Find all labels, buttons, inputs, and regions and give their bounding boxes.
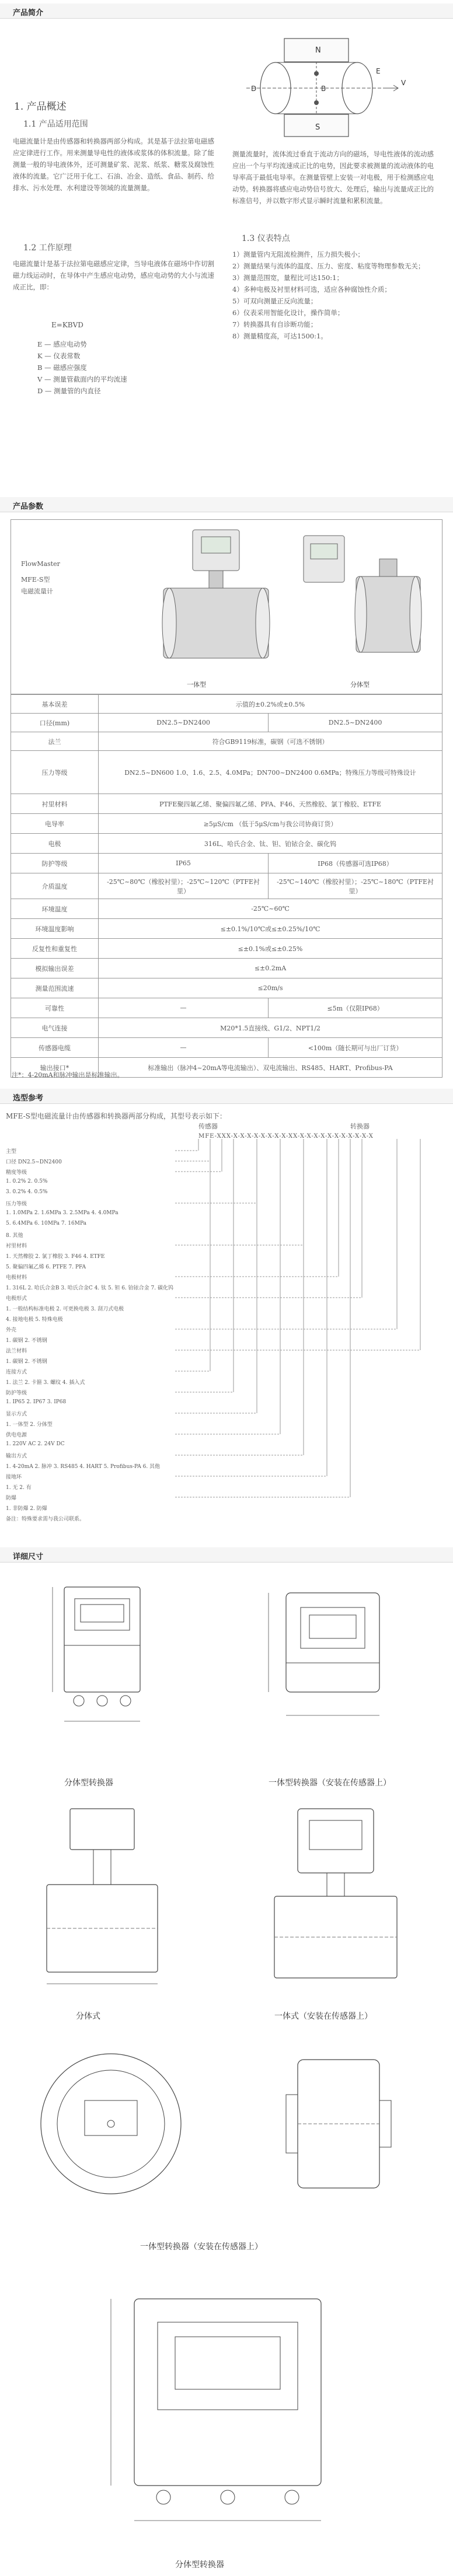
section-header-params: [0, 497, 453, 512]
selection-line: 接地环: [6, 1474, 22, 1480]
brand-name: FlowMaster: [21, 560, 60, 568]
table-row: 电导率 ≥5μS/cm （低于5μS/cm与我公司协商订货）: [11, 814, 442, 834]
integrated-round-front-drawing: [23, 2036, 198, 2229]
selection-line: 备注：特殊要求需与我公司联系。: [6, 1516, 85, 1522]
separate-sensor-drawing: [23, 1797, 198, 2007]
label-e: E: [376, 67, 381, 75]
table-row: 传感器电缆 — <100m（随长期可与出厂订货）: [11, 1038, 442, 1058]
selection-line: 1. 0.2% 2. 0.5%: [6, 1179, 48, 1184]
table-row: 环境温度影响 ≤±0.1%/10℃或≤±0.25%/10℃: [11, 919, 442, 939]
selection-line: 防护等级: [6, 1390, 27, 1396]
feature-item: 1）测量管内无阻流检测件，压力损失极小；: [232, 250, 364, 258]
selection-line: 1. 碳钢 2. 不锈钢: [6, 1359, 47, 1365]
feature-item: 3）测量范围宽，量程比可达150:1；: [232, 274, 343, 282]
table-row: 环境温度 -25℃~60℃: [11, 899, 442, 919]
selection-line: 1. 非防爆 2. 防爆: [6, 1506, 47, 1512]
variable-item: B — 磁感应强度: [37, 363, 87, 372]
selection-line: 供电电源: [6, 1432, 27, 1438]
subsection-title: 1.2 工作原理: [23, 243, 72, 253]
label-d: D: [251, 85, 257, 93]
feature-item: 8）测量精度高，可达1500:1。: [232, 332, 327, 340]
feature-item: 5）可双向测量正反向流量；: [232, 297, 318, 305]
selection-line: 压力等级: [6, 1201, 27, 1207]
table-row: 防护等级 IP65 IP68（传感器可选IP68）: [11, 854, 442, 873]
selection-line: 1. 4-20mA 2. 脉冲 3. RS485 4. HART 5. Profibus-PA 6. 其他: [6, 1464, 161, 1470]
subsection-title: 1.3 仪表特点: [242, 234, 290, 243]
table-row: 反复性和重复性 ≤±0.1%或≤±0.25%: [11, 939, 442, 959]
table-row: 口径(mm) DN2.5~DN2400 DN2.5~DN2400: [11, 714, 442, 732]
table-row: 输出接口* 标准输出（脉冲4~20mA等电流输出）、双电流输出、RS485、HART、Profibus-PA: [11, 1058, 442, 1078]
product-name: 电磁流量计: [21, 588, 53, 595]
overview-title: 1. 产品概述: [14, 101, 67, 113]
selection-line: 1. 316L 2. 哈氏合金B 3. 哈氏合金C 4. 钛 5. 钽 6. 铂铱合金 7. 碳化钨: [6, 1285, 173, 1291]
selection-line: 3. 0.2% 4. 0.5%: [6, 1189, 48, 1195]
feature-item: 7）转换器具有自诊断功能；: [232, 320, 318, 328]
selection-line: 1. 一体型 2. 分体型: [6, 1422, 53, 1428]
label-n: N: [315, 46, 321, 55]
integrated-round-side-drawing: [251, 2036, 426, 2229]
separate-meter-image: [292, 524, 426, 670]
selection-line: 主型: [6, 1149, 17, 1155]
selection-line: 1. IP65 2. IP67 3. IP68: [6, 1399, 67, 1405]
selection-line: 电极材料: [6, 1275, 27, 1281]
table-note: 注*：4-20mA和脉冲输出是标准输出。: [12, 1071, 124, 1079]
table-row: 法兰 符合GB9119标准，碳钢（可选不锈钢）: [11, 732, 442, 751]
table-row: 压力等级 DN2.5~DN600 1.0、1.6、2.5、4.0MPa；DN700~DN2400 0.6MPa；特殊压力等级可特殊设计: [11, 751, 442, 794]
selection-line: 4. 接地电极 5. 特殊电极: [6, 1317, 63, 1323]
converter-label: 转换器: [350, 1123, 370, 1130]
column-integrated: 一体型: [187, 681, 206, 688]
label-s: S: [315, 123, 320, 132]
variable-list: [37, 338, 127, 397]
table-row: 电气连接 M20*1.5直接线、G1/2、NPT1/2: [11, 1018, 442, 1038]
selection-line: 防爆: [6, 1495, 17, 1501]
selection-line: 1. 法兰 2. 卡箍 3. 螺纹 4. 插入式: [6, 1380, 85, 1386]
feature-item: 2）测量结果与流体的温度、压力、密度、粘度等物理参数无关；: [232, 262, 425, 270]
sensor-label: 传感器: [198, 1123, 218, 1130]
paragraph: 测量流量时，流体流过垂直于流动方向的磁场，导电性液体的流动感应出一个与平均流速成正比的电势，因此要求被测量的流动液体的电导率高于最低电导率。在测量管壁上安装一对电极，用于检测感应电动势。转换器将感应电动势信号放大、处理后，输出与流量成正比的标准信号，并以数字形式显示瞬时流量和累积流量。: [232, 150, 434, 205]
integrated-converter-drawing: [251, 1575, 426, 1774]
subsection-title: 1.1 产品适用范围: [23, 120, 88, 129]
caption: 分体式: [76, 2012, 100, 2021]
section-header-dimensions: [0, 1547, 453, 1563]
model-code: MFE-XXX-X-X-X-X-X-X-X-X-XX-X-X-X-X-X-X-X-X-X-X-X: [198, 1133, 374, 1140]
label-b: B: [321, 85, 326, 93]
selection-line: 衬里材料: [6, 1243, 27, 1249]
section-header-intro: [0, 4, 453, 19]
table-row: 可靠性 — ≤5m（仅限IP68）: [11, 998, 442, 1018]
formula: E=KBVD: [51, 321, 83, 329]
selection-line: 1. 一般结构标准电极 2. 可更换电极 3. 刮刀式电极: [6, 1306, 124, 1312]
table-row: 介质温度 -25℃~80℃（橡胶衬里）；-25℃~120℃（PTFE衬里） -25℃~140℃（橡胶衬里）；-25℃~180℃（PTFE衬里）: [11, 873, 442, 899]
section-title: 产品简介: [13, 9, 44, 18]
table-row: 衬里材料 PTFE聚四氟乙烯、聚偏四氟乙烯、PFA、F46、天然橡胶、氯丁橡胶、ETFE: [11, 794, 442, 814]
selection-line: 1. 无 2. 有: [6, 1485, 32, 1491]
integrated-meter-image: [158, 524, 274, 670]
feature-list: [232, 249, 437, 342]
feature-item: 6）仪表采用智能化设计，操作简单；: [232, 309, 344, 317]
paragraph: 电磁流量计是由传感器和转换器两部分构成。其是基于法拉第电磁感应定律进行工作。用来测量导电性的液体或浆体的体积流量。除了能测量一般的导电液体外，还可测量矿浆、泥浆、纸浆、糖浆及腐蚀性液体的流量。它广泛用于化工、石油、冶金、造纸、食品、制药、给排水、污水处理、水利建设等领域的流量测量。: [13, 137, 214, 192]
selection-line: 1. 220V AC 2. 24V DC: [6, 1441, 65, 1447]
selection-line: 口径 DN2.5~DN2400: [6, 1159, 62, 1165]
selection-line: 输出方式: [6, 1453, 27, 1459]
label-v: V: [401, 79, 406, 87]
caption: 分体型转换器: [175, 2560, 224, 2570]
table-row: 测量范围流速 ≤20m/s: [11, 978, 442, 998]
separate-converter-drawing: [23, 1575, 198, 1774]
caption: 一体型转换器（安装在传感器上）: [140, 2242, 263, 2252]
variable-item: D — 测量管的内直径: [37, 387, 101, 395]
section-title: 产品参数: [13, 502, 44, 511]
selection-line: 精度等级: [6, 1170, 27, 1176]
selection-line: 1. 天然橡胶 2. 氯丁橡胶 3. F46 4. ETFE: [6, 1254, 105, 1260]
feature-item: 4）多种电极及衬里材料可选，适应各种腐蚀性介质；: [232, 285, 391, 293]
caption: 一体型转换器（安装在传感器上）: [269, 1778, 391, 1788]
selection-line: 连接方式: [6, 1369, 27, 1375]
selection-line: 显示方式: [6, 1411, 27, 1417]
integrated-sensor-drawing: [251, 1797, 426, 2007]
section-header-selection: [0, 1089, 453, 1104]
selection-line: 法兰材料: [6, 1348, 27, 1354]
separate-converter-enclosure-drawing: [88, 2264, 368, 2556]
table-row: 电极 316L、哈氏合金、钛、钽、铂铱合金、碳化钨: [11, 834, 442, 854]
variable-item: V — 测量管截面内的平均流速: [37, 375, 127, 383]
selection-intro: MFE-S型电磁流量计由传感器和转换器两部分构成，其型号表示如下：: [6, 1112, 226, 1120]
model-name: MFE-S型: [21, 576, 50, 583]
params-table: [11, 694, 442, 1078]
selection-line: 5. 聚偏四氟乙烯 6. PTFE 7. PFA: [6, 1264, 86, 1270]
principle-diagram: [229, 33, 421, 142]
table-row: 基本误差 示值的±0.2%或±0.5%: [11, 695, 442, 714]
caption: 一体式（安装在传感器上）: [274, 2012, 372, 2021]
flow-arrow: [386, 85, 398, 91]
section-title: 详细尺寸: [13, 1553, 44, 1561]
selection-line: 5. 6.4MPa 6. 10MPa 7. 16MPa: [6, 1221, 86, 1226]
table-row: 模拟输出误差 ≤±0.2mA: [11, 959, 442, 978]
selection-line: 电极形式: [6, 1296, 27, 1302]
section-title: 选型参考: [13, 1094, 44, 1103]
paragraph: 电磁流量计是基于法拉第电磁感应定律，当导电液体在磁场中作切割磁力线运动时，在导体中产生感应电动势，感应电动势的大小与流速成正比，即：: [13, 260, 214, 291]
caption: 分体型转换器: [64, 1778, 113, 1788]
selection-tree-lines: [0, 1138, 453, 1546]
column-separate: 分体型: [350, 681, 370, 688]
selection-line: 8. 其他: [6, 1233, 23, 1239]
variable-item: K — 仪表常数: [37, 352, 81, 360]
variable-item: E — 感应电动势: [37, 340, 87, 348]
selection-line: 1. 碳钢 2. 不锈钢: [6, 1338, 47, 1344]
selection-line: 外壳: [6, 1327, 17, 1333]
selection-line: 1. 1.0MPa 2. 1.6MPa 3. 2.5MPa 4. 4.0MPa: [6, 1210, 119, 1216]
